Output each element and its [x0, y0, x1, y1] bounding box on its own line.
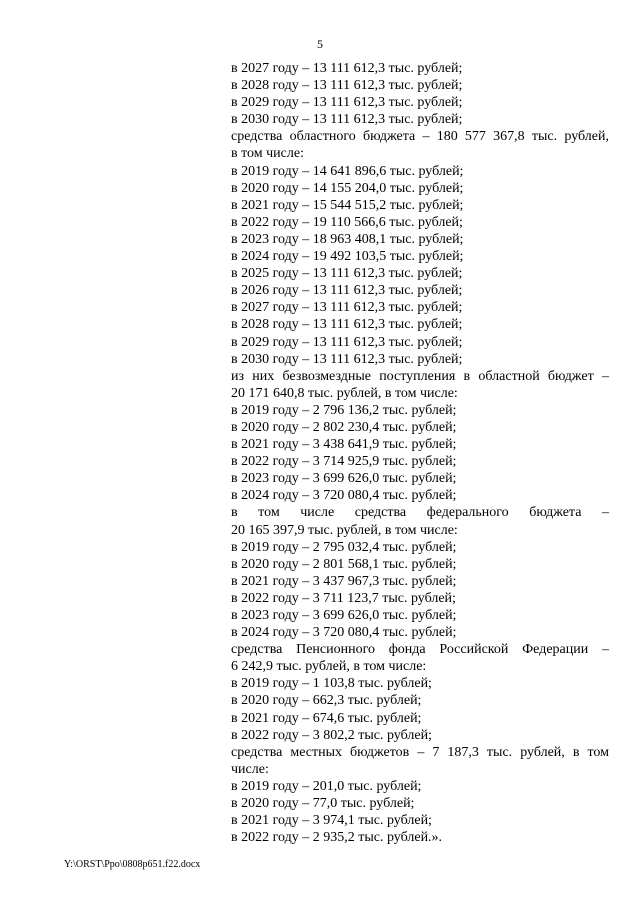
text-line: числе: — [231, 761, 269, 777]
text-line: в 2024 году – 3 720 080,4 тыс. рублей; — [231, 625, 457, 641]
text-line: в 2020 году – 2 802 230,4 тыс. рублей; — [231, 419, 457, 435]
text-line: в 2019 году – 14 641 896,6 тыс. рублей; — [231, 163, 464, 179]
text-line: в 2020 году – 77,0 тыс. рублей; — [231, 796, 415, 812]
text-line: в 2024 году – 19 492 103,5 тыс. рублей; — [231, 249, 464, 265]
text-line: в 2029 году – 13 111 612,3 тыс. рублей; — [231, 334, 463, 350]
text-line: в 2025 году – 13 111 612,3 тыс. рублей; — [231, 266, 463, 282]
text-line: из них безвозмездные поступления в областной бюджет – — [231, 368, 609, 384]
text-line: в 2022 году – 3 711 123,7 тыс. рублей; — [231, 590, 456, 606]
text-line: 6 242,9 тыс. рублей, в том числе: — [231, 659, 427, 675]
text-line: в 2021 году – 15 544 515,2 тыс. рублей; — [231, 197, 464, 213]
text-line: в 2027 году – 13 111 612,3 тыс. рублей; — [231, 300, 463, 316]
text-line: в 2019 году – 2 796 136,2 тыс. рублей; — [231, 402, 457, 418]
document-body — [231, 60, 609, 846]
text-line: в 2020 году – 2 801 568,1 тыс. рублей; — [231, 556, 457, 572]
text-line: 20 165 397,9 тыс. рублей, в том числе: — [231, 522, 458, 538]
text-line: в 2021 году – 3 437 967,3 тыс. рублей; — [231, 573, 457, 589]
text-line: в 2022 году – 3 802,2 тыс. рублей; — [231, 727, 432, 743]
text-line: в 2023 году – 3 699 626,0 тыс. рублей; — [231, 608, 457, 623]
text-line: средства областного бюджета – 180 577 367,8 тыс. рублей, — [231, 129, 609, 145]
text-line: в 2020 году – 14 155 204,0 тыс. рублей; — [231, 180, 464, 196]
text-line: в 2028 году – 13 111 612,3 тыс. рублей; — [231, 78, 463, 94]
text-line: в 2022 году – 3 714 925,9 тыс. рублей; — [231, 454, 457, 470]
text-line: 20 171 640,8 тыс. рублей, в том числе: — [231, 385, 458, 401]
text-line: в том числе: — [231, 146, 304, 162]
text-line: в 2024 году – 3 720 080,4 тыс. рублей; — [231, 488, 457, 504]
text-line: в 2019 году – 2 795 032,4 тыс. рублей; — [231, 539, 457, 555]
text-line: в 2023 году – 3 699 626,0 тыс. рублей; — [231, 471, 457, 487]
file-path-footer: Y:\ORST\Ppo\0808p651.f22.docx — [64, 859, 201, 870]
text-line: в 2019 году – 1 103,8 тыс. рублей; — [231, 676, 432, 692]
text-line: в 2022 году – 2 935,2 тыс. рублей.». — [231, 830, 443, 846]
text-line: в 2028 году – 13 111 612,3 тыс. рублей; — [231, 317, 463, 333]
text-line: в 2021 году – 3 974,1 тыс. рублей; — [231, 813, 432, 829]
text-line: в 2020 году – 662,3 тыс. рублей; — [231, 693, 422, 709]
text-line: в 2022 году – 19 110 566,6 тыс. рублей; — [231, 214, 463, 230]
text-line: в 2030 году – 13 111 612,3 тыс. рублей; — [231, 112, 463, 128]
text-line: в 2026 году – 13 111 612,3 тыс. рублей; — [231, 283, 463, 299]
text-line: в 2021 году – 3 438 641,9 тыс. рублей; — [231, 437, 457, 453]
text-line: в 2023 году – 18 963 408,1 тыс. рублей; — [231, 231, 464, 247]
text-line: в 2030 году – 13 111 612,3 тыс. рублей; — [231, 351, 463, 367]
text-line: в 2021 году – 674,6 тыс. рублей; — [231, 710, 422, 726]
text-line: в 2019 году – 201,0 тыс. рублей; — [231, 778, 422, 794]
text-line: средства местных бюджетов – 7 187,3 тыс. рублей, в том — [231, 744, 609, 760]
page-number: 5 — [317, 37, 323, 51]
text-line: средства Пенсионного фонда Российской Федерации – — [231, 642, 609, 658]
text-line: в 2027 году – 13 111 612,3 тыс. рублей; — [231, 61, 463, 76]
text-line: в том числе средства федерального бюджета – — [231, 505, 609, 521]
text-line: в 2029 году – 13 111 612,3 тыс. рублей; — [231, 95, 463, 111]
